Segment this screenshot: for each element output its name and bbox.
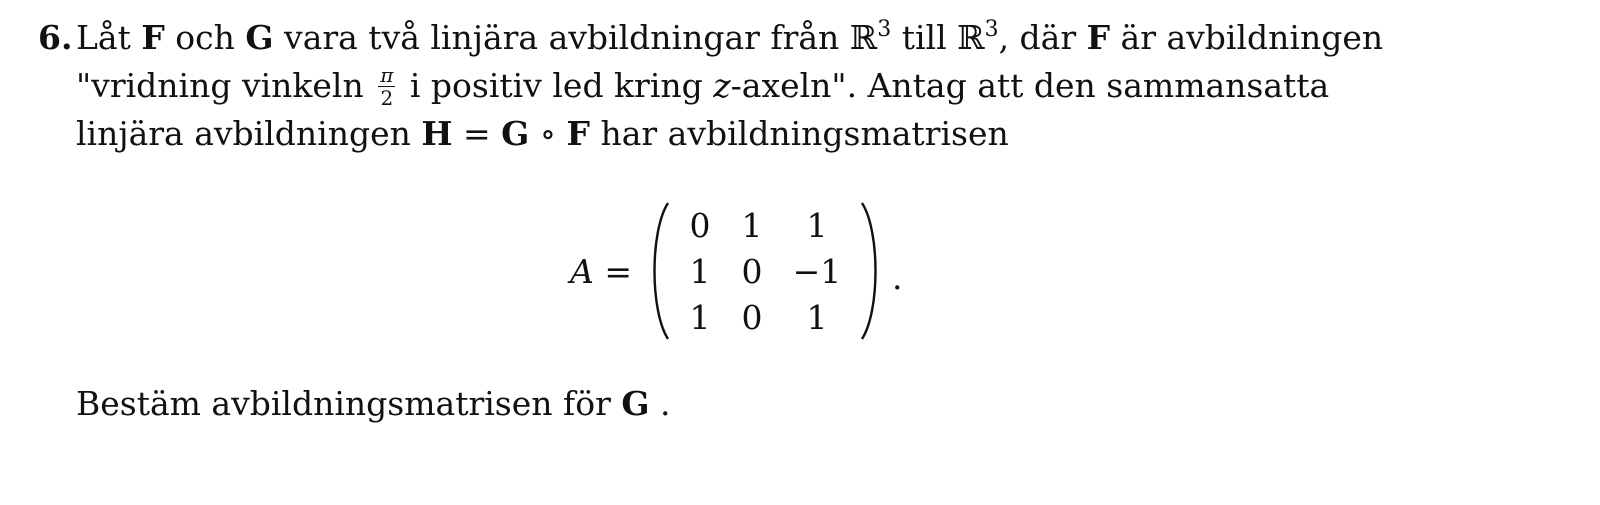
matrix-cell: 1 [741,205,763,245]
fraction-numerator: π [380,62,394,87]
fraction-denominator: 2 [380,85,394,110]
symbol-z: z [713,66,731,105]
symbol-F: F [141,18,165,57]
matrix-equation [570,196,902,346]
equals-sign: = [593,251,632,291]
fraction-pi-over-2 [378,62,395,110]
symbol-F: F [566,114,590,153]
text-segment: och [164,18,246,57]
text-segment: i positiv led kring [399,66,714,105]
matrix-cell: 1 [806,205,828,245]
text-segment: linjära avbildningen [76,114,422,153]
symbol-G: G [621,384,650,423]
text-segment: vara två linjära avbildningar från [273,18,850,57]
symbol-F: F [1086,18,1111,57]
symbol-G: G [501,114,530,153]
symbol-R: ℝ [849,18,878,57]
matrix-grid [674,202,856,340]
text-segment: "vridning vinkeln [76,66,375,105]
matrix-name: A [570,251,594,291]
problem-line-3 [38,110,1578,158]
text-segment: Låt [76,18,142,57]
text-segment: Bestäm avbildningsmatrisen för [76,384,622,423]
text-segment: . [649,384,671,423]
symbol-R: ℝ [957,18,985,57]
symbol-G: G [245,18,274,57]
exponent: 3 [877,17,892,42]
symbol-H: H [421,114,453,153]
exponent: 3 [984,17,999,42]
composition-operator: ∘ [529,114,567,153]
problem-line-2 [38,62,1578,110]
problem-number: 6. [38,18,73,57]
matrix-cell: −1 [792,251,842,291]
text-segment: -axeln". Antag att den sammansatta [730,66,1330,105]
matrix-cell: 1 [806,297,828,337]
matrix-cell: 1 [689,251,711,291]
matrix-label [570,252,632,291]
right-paren-icon [858,201,884,341]
text-segment: är avbildningen [1110,18,1384,57]
text-segment: till [891,18,958,57]
left-paren-icon [646,201,672,341]
matrix-period: . [891,257,903,297]
matrix-cell: 0 [741,251,763,291]
equals-sign: = [452,114,502,153]
problem-line-1 [38,14,1578,62]
text-segment: har avbildningsmatrisen [589,114,1009,153]
problem-statement [38,14,1578,158]
task-statement [76,380,671,428]
matrix-cell: 1 [689,297,711,337]
text-segment: , där [998,18,1087,57]
matrix-cell: 0 [741,297,763,337]
matrix-cell: 0 [689,205,711,245]
